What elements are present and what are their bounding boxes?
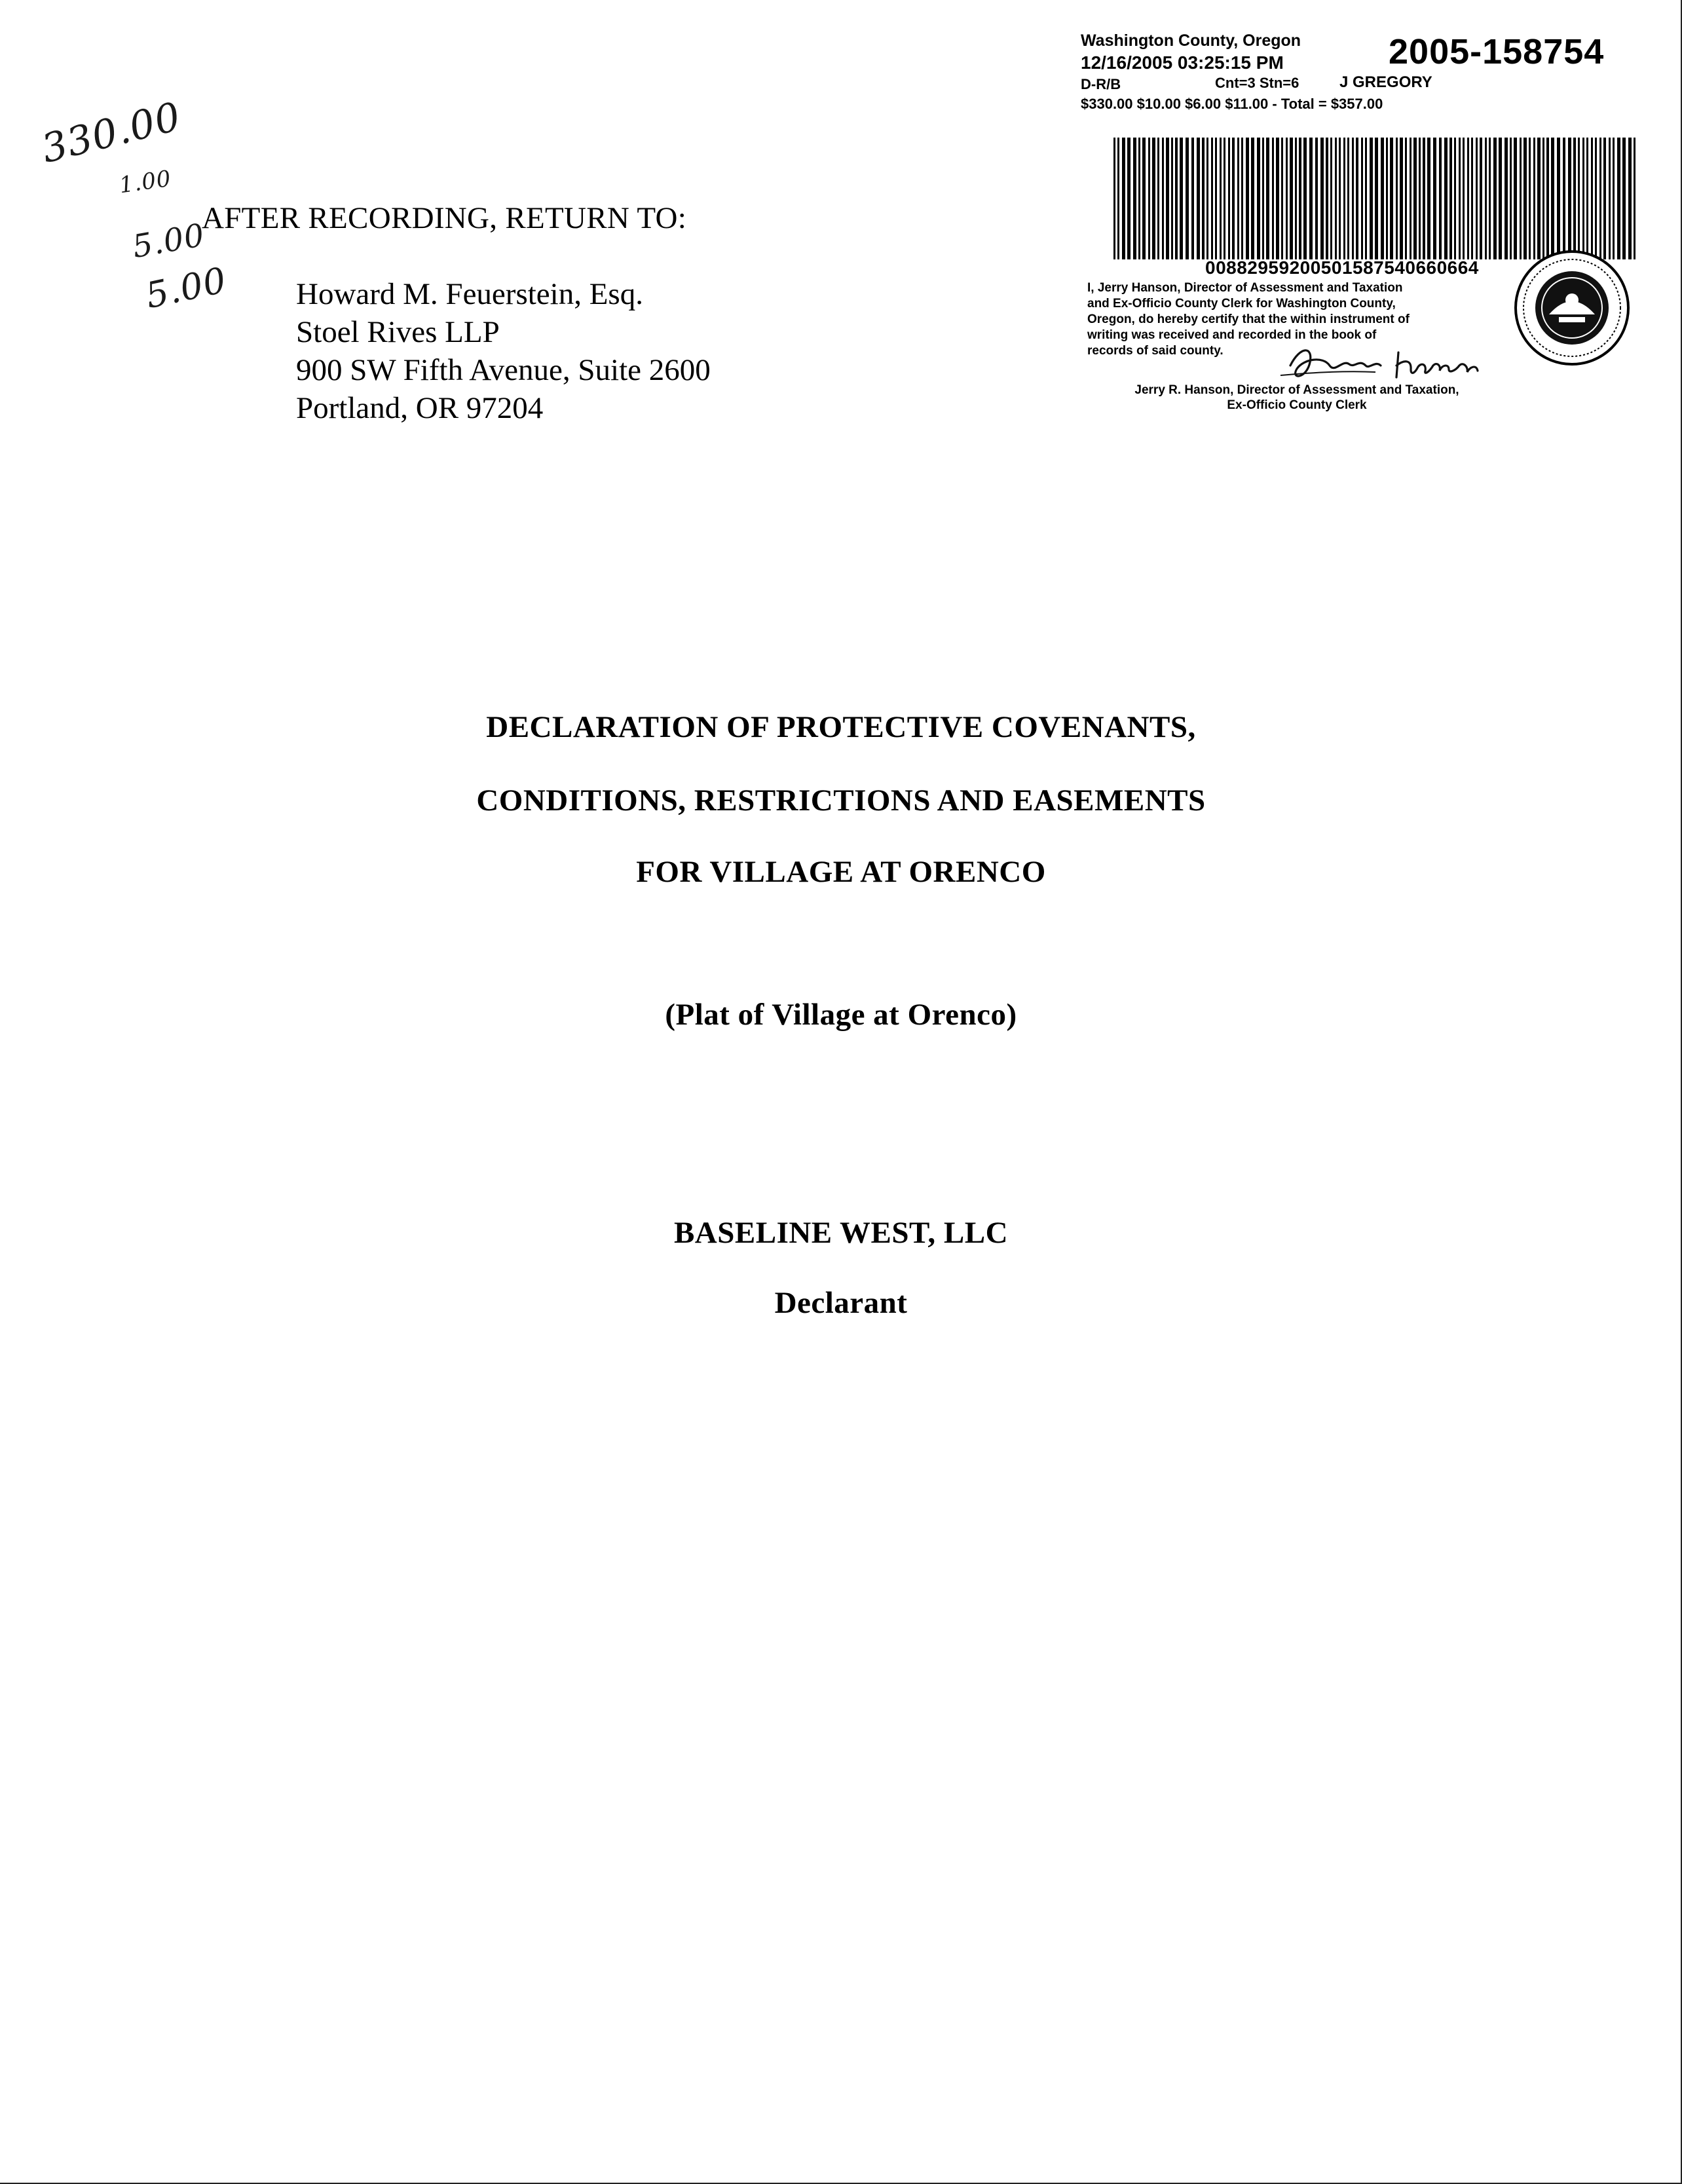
officer-line: Jerry R. Hanson, Director of Assessment and Taxation, bbox=[1134, 383, 1459, 397]
barcode-bar bbox=[1504, 138, 1508, 259]
certification-line: Oregon, do hereby certify that the within instrument of bbox=[1087, 312, 1410, 326]
barcode-bar bbox=[1343, 138, 1345, 259]
document-title-line: CONDITIONS, RESTRICTIONS AND EASEMENTS bbox=[476, 783, 1206, 818]
address-line: 900 SW Fifth Avenue, Suite 2600 bbox=[296, 353, 711, 387]
barcode-bar bbox=[1423, 138, 1425, 259]
recording-counts: Cnt=3 Stn=6 bbox=[1215, 75, 1299, 91]
barcode-bar bbox=[1315, 138, 1318, 259]
barcode-bar bbox=[1241, 138, 1243, 259]
barcode-bar bbox=[1551, 138, 1554, 259]
barcode-bar bbox=[1180, 138, 1183, 259]
barcode-bar bbox=[1232, 138, 1235, 259]
barcode-bar bbox=[1476, 138, 1478, 259]
barcode-bar bbox=[1471, 138, 1473, 259]
barcode-bar bbox=[1320, 138, 1324, 259]
handwritten-note: 1.00 bbox=[117, 165, 174, 199]
certification-line: writing was received and recorded in the book of bbox=[1087, 328, 1377, 342]
barcode-bar bbox=[1542, 138, 1544, 259]
barcode-bar bbox=[1439, 138, 1442, 259]
handwritten-note: 5.00 bbox=[129, 216, 208, 266]
barcode-bar bbox=[1467, 138, 1469, 259]
barcode-bar bbox=[1557, 138, 1560, 259]
barcode-bar bbox=[1286, 138, 1288, 259]
barcode-bar bbox=[1628, 138, 1632, 259]
barcode-bar bbox=[1148, 138, 1150, 259]
barcode-bar bbox=[1485, 138, 1487, 259]
barcode-bar bbox=[1613, 138, 1615, 259]
barcode-bar bbox=[1191, 138, 1194, 259]
county-seal bbox=[1513, 249, 1631, 367]
barcode-bar bbox=[1175, 138, 1178, 259]
barcode-bar bbox=[1386, 138, 1388, 259]
barcode-bar bbox=[1356, 138, 1358, 259]
handwritten-note: 330.00 bbox=[37, 93, 186, 173]
declarant-name: BASELINE WEST, LLC bbox=[673, 1216, 1009, 1250]
barcode-bar bbox=[1586, 138, 1588, 259]
barcode-bar bbox=[1514, 138, 1517, 259]
barcode-bar bbox=[1375, 138, 1378, 259]
county-name: Washington County, Oregon bbox=[1081, 31, 1301, 50]
barcode-bar bbox=[1537, 138, 1541, 259]
barcode-bar bbox=[1591, 138, 1593, 259]
barcode-bar bbox=[1444, 138, 1448, 259]
barcode-bar bbox=[1347, 138, 1349, 259]
barcode-bar bbox=[1510, 138, 1512, 259]
certification-line: I, Jerry Hanson, Director of Assessment and Taxation bbox=[1087, 281, 1403, 295]
barcode bbox=[1113, 138, 1637, 259]
barcode-bar bbox=[1237, 138, 1239, 259]
barcode-bar bbox=[1266, 138, 1269, 259]
barcode-bar bbox=[1211, 138, 1213, 259]
barcode-bar bbox=[1202, 138, 1205, 259]
document-title-line: FOR VILLAGE AT ORENCO bbox=[636, 855, 1046, 889]
barcode-bar bbox=[1493, 138, 1497, 259]
barcode-bar bbox=[1138, 138, 1140, 259]
barcode-bar bbox=[1257, 138, 1260, 259]
barcode-bar bbox=[1339, 138, 1341, 259]
barcode-bar bbox=[1523, 138, 1527, 259]
declarant-role: Declarant bbox=[774, 1286, 908, 1320]
barcode-bar bbox=[1381, 138, 1384, 259]
barcode-bar bbox=[1634, 138, 1635, 259]
barcode-bar bbox=[1595, 138, 1597, 259]
barcode-bar bbox=[1433, 138, 1436, 259]
barcode-bar bbox=[1365, 138, 1367, 259]
barcode-bar bbox=[1224, 138, 1225, 259]
barcode-bar bbox=[1573, 138, 1576, 259]
recording-stamp bbox=[1081, 31, 1624, 411]
barcode-bar bbox=[1410, 138, 1411, 259]
barcode-bar bbox=[1529, 138, 1531, 259]
document-subtitle: (Plat of Village at Orenco) bbox=[665, 998, 1017, 1032]
recording-clerk: J GREGORY bbox=[1339, 73, 1432, 91]
barcode-bar bbox=[1533, 138, 1535, 259]
barcode-bar bbox=[1361, 138, 1363, 259]
barcode-bar bbox=[1396, 138, 1398, 259]
barcode-number: 00882959200501587540660664 bbox=[1205, 257, 1479, 278]
barcode-bar bbox=[1563, 138, 1565, 259]
barcode-bar bbox=[1281, 138, 1283, 259]
barcode-bar bbox=[1459, 138, 1461, 259]
barcode-bar bbox=[1272, 138, 1274, 259]
barcode-bar bbox=[1290, 138, 1293, 259]
barcode-bar bbox=[1578, 138, 1580, 259]
certification-line: and Ex-Officio County Clerk for Washington County, bbox=[1087, 297, 1396, 311]
handwritten-note: 5.00 bbox=[141, 259, 231, 317]
barcode-bar bbox=[1405, 138, 1407, 259]
barcode-bar bbox=[1335, 138, 1337, 259]
barcode-bar bbox=[1295, 138, 1297, 259]
barcode-bar bbox=[1370, 138, 1373, 259]
barcode-bar bbox=[1463, 138, 1465, 259]
barcode-bar bbox=[1113, 138, 1115, 259]
barcode-bar bbox=[1622, 138, 1626, 259]
barcode-bar bbox=[1166, 138, 1169, 259]
barcode-bar bbox=[1419, 138, 1421, 259]
address-line: Portland, OR 97204 bbox=[296, 391, 544, 425]
officer-line: Ex-Officio County Clerk bbox=[1227, 398, 1367, 412]
recording-datetime: 12/16/2005 03:25:15 PM bbox=[1081, 52, 1284, 73]
barcode-bar bbox=[1206, 138, 1208, 259]
address-line: Stoel Rives LLP bbox=[296, 315, 500, 349]
barcode-bar bbox=[1251, 138, 1254, 259]
barcode-bar bbox=[1330, 138, 1332, 259]
barcode-bar bbox=[1400, 138, 1403, 259]
barcode-bar bbox=[1142, 138, 1146, 259]
barcode-bar bbox=[1390, 138, 1393, 259]
barcode-bar bbox=[1157, 138, 1159, 259]
address-line: Howard M. Feuerstein, Esq. bbox=[296, 277, 643, 311]
barcode-bar bbox=[1117, 138, 1119, 259]
barcode-bar bbox=[1582, 138, 1584, 259]
barcode-bar bbox=[1609, 138, 1611, 259]
certification-line: records of said county. bbox=[1087, 344, 1224, 358]
barcode-bar bbox=[1246, 138, 1249, 259]
barcode-bar bbox=[1276, 138, 1279, 259]
barcode-bar bbox=[1299, 138, 1301, 259]
signature bbox=[1277, 339, 1493, 385]
barcode-bar bbox=[1197, 138, 1200, 259]
barcode-bar bbox=[1617, 138, 1620, 259]
barcode-bar bbox=[1454, 138, 1456, 259]
document-number: 2005-158754 bbox=[1389, 32, 1605, 71]
barcode-bar bbox=[1215, 138, 1217, 259]
barcode-bar bbox=[1220, 138, 1222, 259]
barcode-bar bbox=[1309, 138, 1313, 259]
barcode-bar bbox=[1262, 138, 1264, 259]
document-type: D-R/B bbox=[1081, 76, 1121, 92]
return-to-heading: AFTER RECORDING, RETURN TO: bbox=[202, 201, 687, 235]
barcode-bar bbox=[1599, 138, 1601, 259]
document-title-line: DECLARATION OF PROTECTIVE COVENANTS, bbox=[486, 710, 1196, 744]
recording-fees: $330.00 $10.00 $6.00 $11.00 - Total = $357.00 bbox=[1081, 96, 1383, 112]
barcode-bar bbox=[1133, 138, 1136, 259]
barcode-bar bbox=[1303, 138, 1307, 259]
barcode-bar bbox=[1171, 138, 1173, 259]
barcode-bar bbox=[1162, 138, 1164, 259]
barcode-bar bbox=[1122, 138, 1125, 259]
barcode-bar bbox=[1413, 138, 1417, 259]
barcode-bar bbox=[1186, 138, 1189, 259]
barcode-bar bbox=[1326, 138, 1328, 259]
barcode-bar bbox=[1499, 138, 1502, 259]
return-address bbox=[296, 275, 711, 427]
barcode-bar bbox=[1489, 138, 1491, 259]
barcode-bar bbox=[1449, 138, 1452, 259]
barcode-bar bbox=[1546, 138, 1549, 259]
barcode-bar bbox=[1603, 138, 1606, 259]
barcode-bar bbox=[1427, 138, 1430, 259]
barcode-bar bbox=[1480, 138, 1482, 259]
barcode-bar bbox=[1352, 138, 1354, 259]
barcode-bar bbox=[1152, 138, 1155, 259]
barcode-bar bbox=[1568, 138, 1571, 259]
barcode-bar bbox=[1228, 138, 1230, 259]
officer-title bbox=[1081, 383, 1513, 413]
barcode-bar bbox=[1127, 138, 1131, 259]
barcode-bar bbox=[1520, 138, 1522, 259]
